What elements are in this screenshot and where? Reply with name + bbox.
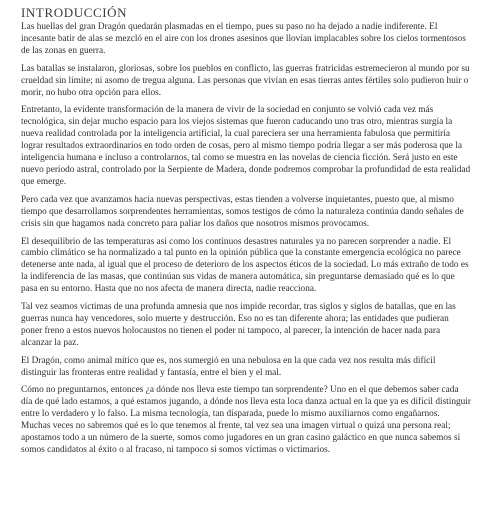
paragraph-7: El Dragón, como animal mítico que es, nos sumergió en una nebulosa en la que cada vez nos resulta más difícil distinguir las fronteras entre realidad y fantasía, entre el bien y el mal.	[21, 355, 436, 378]
paragraph-4: Pero cada vez que avanzamos hacia nuevas perspectivas, estas tienden a volverse inquietantes, puesto que, al mismo tiempo que desarrollamos sorprendentes herramientas, somos testigos de cómo la naturaleza continúa dando señales de crisis sin que hagamos nada concreto para paliar los daños que nosotros mismos provocamos.	[21, 194, 464, 229]
page-title: INTRODUCCIÓN	[21, 5, 128, 20]
paragraph-3: Entretanto, la evidente transformación de la manera de vivir de la sociedad en conjunto se volvió cada vez más tecnológica, sin dejar mucho espacio para los viejos sistemas que fueron caducando uno tras otro, mientras surgía la nueva realidad controlada por la inteligencia artificial, la cual pareciera ser una herramienta fabulosa que permitiría lograr resultados extraordinarios en todo orden de cosas, pero al mismo tiempo podría llegar a ser más poderosa que la inteligencia humana e incluso a controlarnos, tal como se muestra en las novelas de ciencia ficción. Será justo en este nuevo período astral, controlado por la Serpiente de Madera, donde podremos comprobar la profundidad de esta realidad que emerge.	[21, 105, 471, 187]
paragraph-6: Tal vez seamos víctimas de una profunda amnesia que nos impide recordar, tras siglos y siglos de batallas, que en las guerras nunca hay vencedores, solo muerte y destrucción. Eso no es tan diferente ahora; las entidades que pudieran poner freno a estos nuevos holocaustos no tienen el poder ni tampoco, al parecer, la intención de hacer nada para alcanzar la paz.	[21, 302, 456, 348]
paragraph-1: Las huellas del gran Dragón quedarán plasmadas en el tiempo, pues su paso no ha dejado a nadie indiferente. El incesante batir de alas se mezcló en el aire con los drones asesinos que llovían implacables sobre los cielos tormentosos de las zonas en guerra.	[21, 22, 466, 56]
paragraph-8: Cómo no preguntarnos, entonces ¿a dónde nos lleva este tiempo tan sorprendente? Uno en el que debemos saber cada día de qué lado estamos, a qué estamos jugando, a dónde nos lleva esta loca danza actual en la que ya es difícil distinguir entre lo verdadero y lo falso. La misma tecnología, tan disparada, puede lo mismo auxiliarnos como engañarnos. Muchas veces no sabremos qué es lo que tenemos al frente, tal vez sea una imagen virtual o quizá una persona real; apostamos todo a un número de la suerte, somos como jugadores en un gran casino galáctico en que nunca sabemos si somos candidatos al éxito o al fracaso, ni tampoco si somos víctimas o victimarios.	[21, 385, 471, 455]
paragraph-5: El desequilibrio de las temperaturas así como los continuos desastres naturales ya no parecen sorprender a nadie. El cambio climático se ha normalizado a tal punto en la opinión pública que la constante emergencia ecológica no parece detenerse ante nada, al igual que el proceso de deterioro de los aspectos éticos de la sociedad. Lo más extraño de todo es la indiferencia de las masas, que continúan sus vidas de manera automática, sin preguntarse demasiado qué es lo que pasa en su entorno. Hasta que no nos afecta de manera directa, nadie reacciona.	[21, 236, 469, 295]
paragraph-2: Las batallas se instalaron, gloriosas, sobre los pueblos en conflicto, las guerras fratricidas estremecieron al mundo por su crueldad sin límite; ni asomo de tregua alguna. Las personas que vivían en esas tierras antes fértiles solo pudieron huir o morir, no hubo otra opción para ellos.	[21, 63, 470, 98]
